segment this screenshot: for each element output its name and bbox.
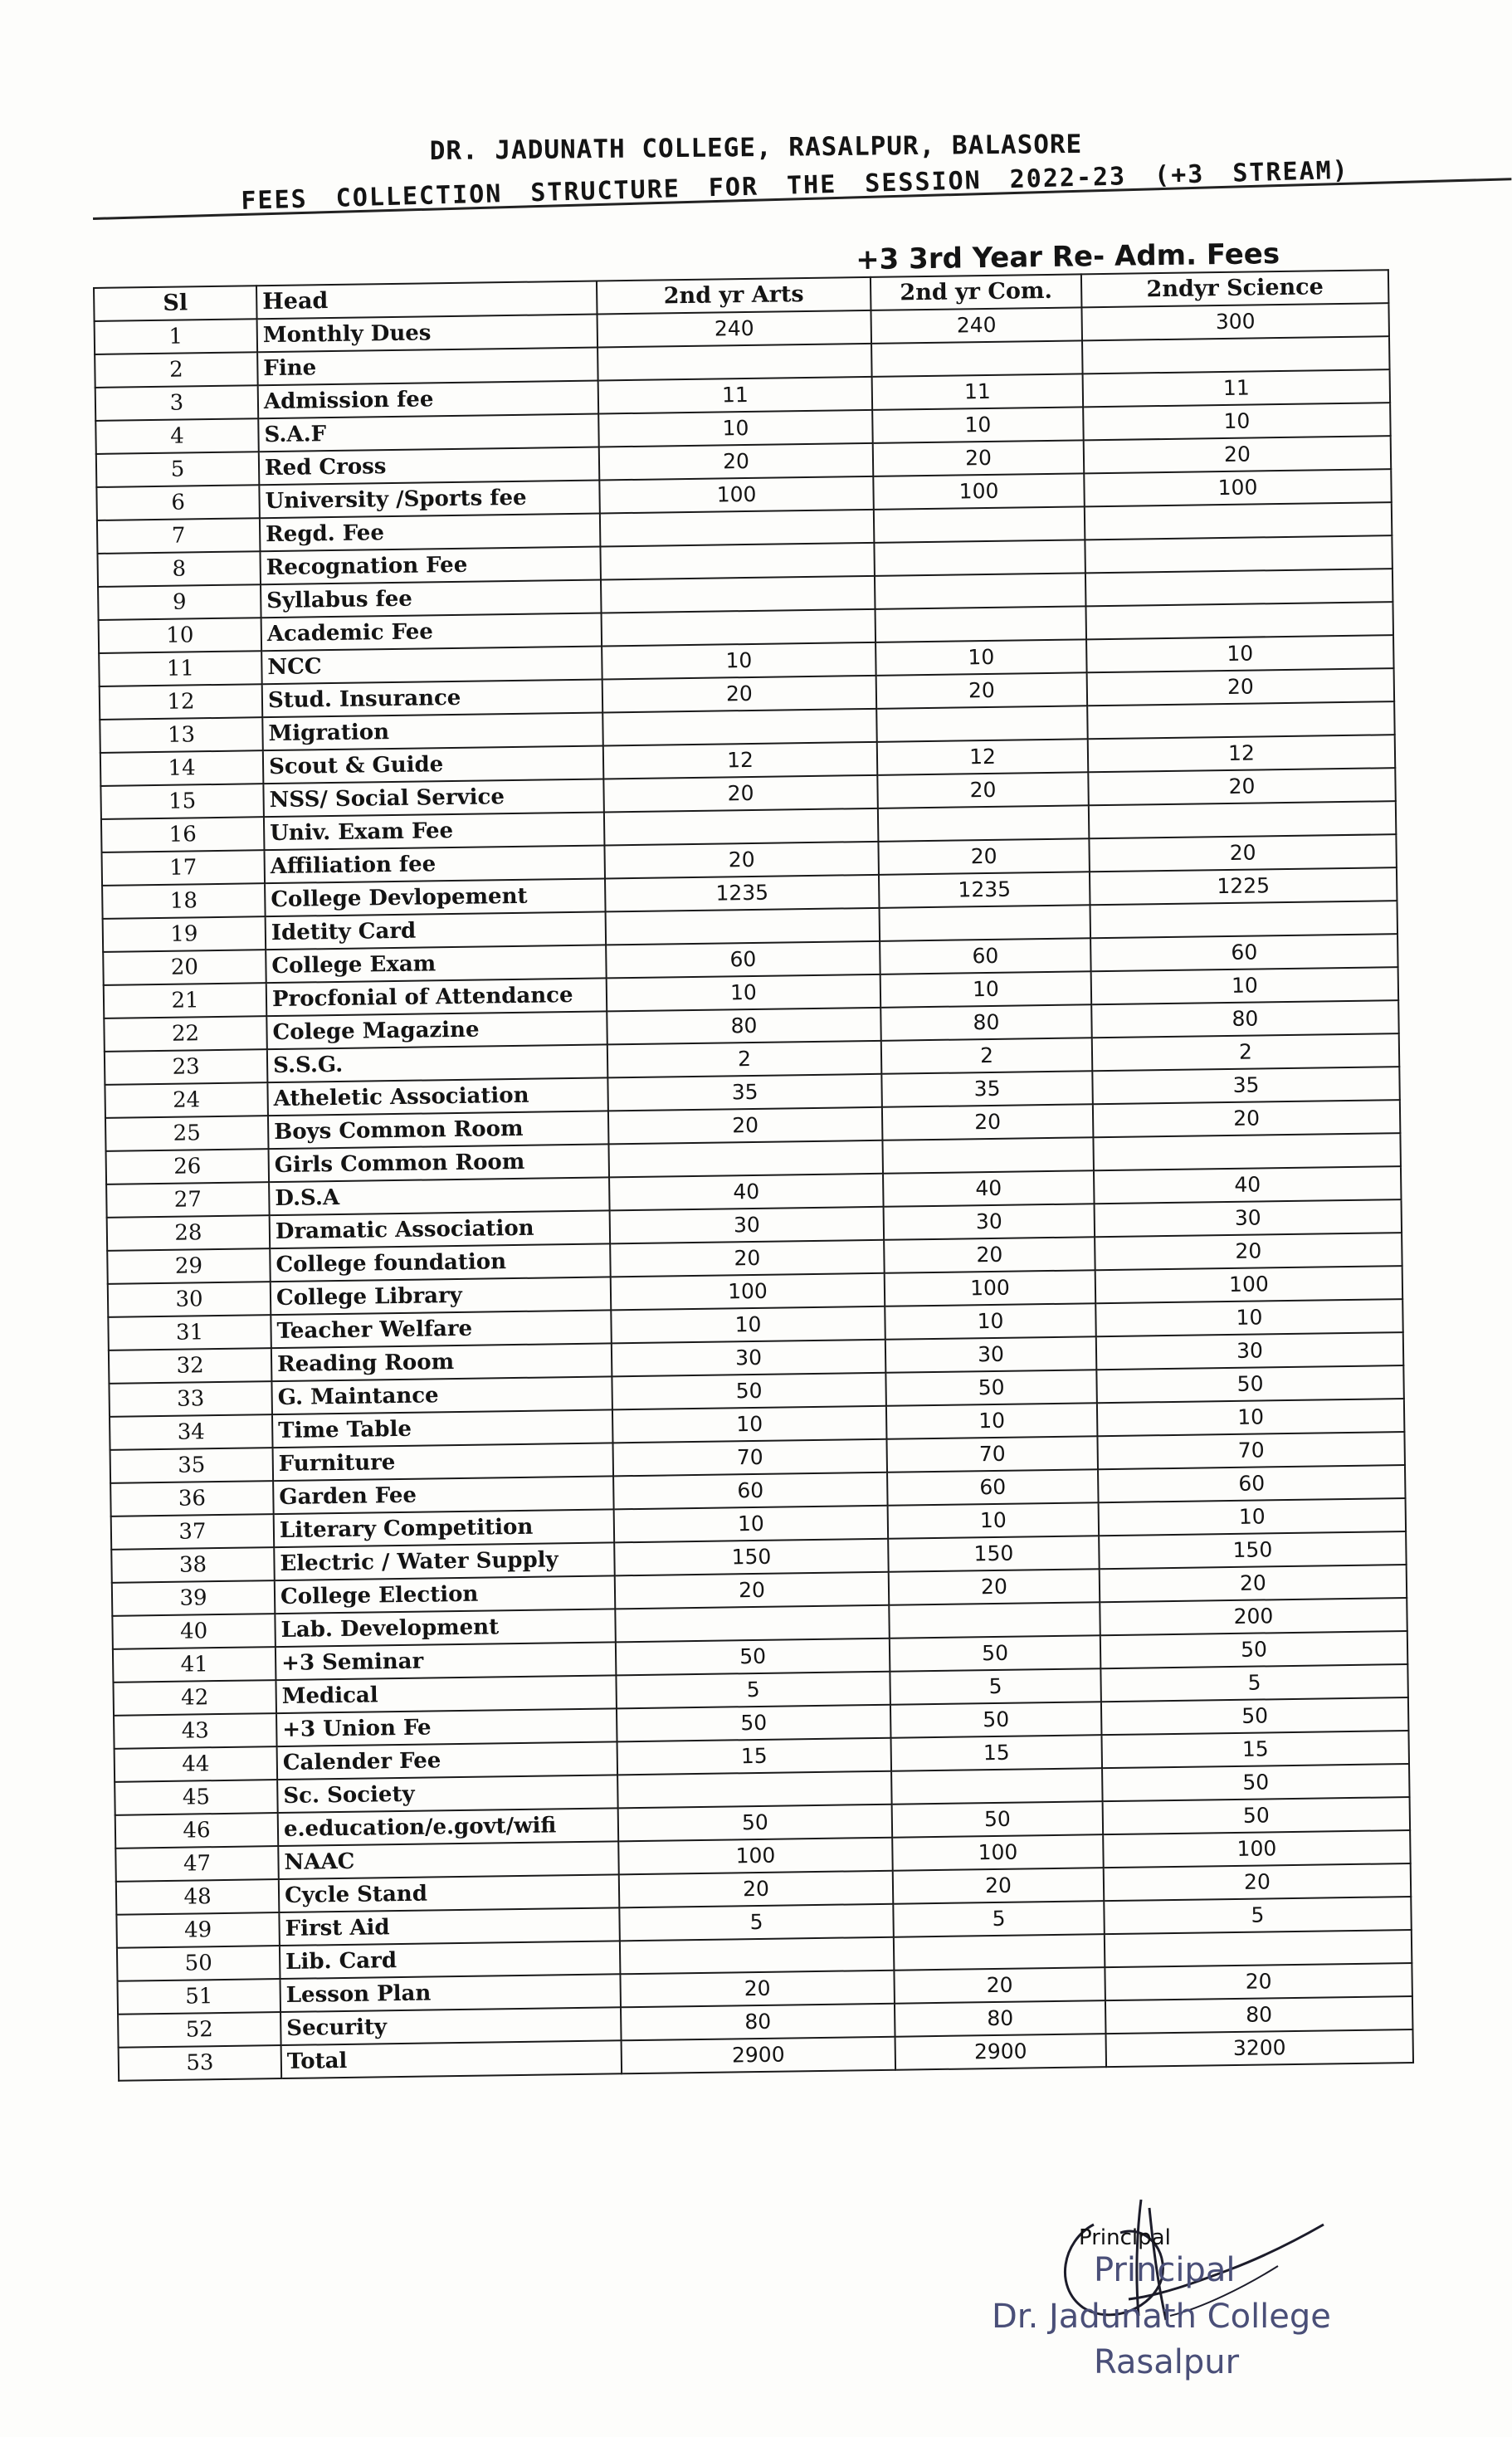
cell-head: G. Maintance [271,1376,612,1414]
cell-arts: 60 [606,941,880,979]
column-header-sl: Sl [94,286,257,321]
cell-commerce: 20 [882,1104,1094,1140]
cell-sl: 9 [98,584,261,620]
cell-head: College Devlopement [265,878,606,916]
cell-sl: 21 [104,983,267,1018]
cell-arts: 5 [616,1672,890,1709]
cell-science: 40 [1094,1166,1402,1204]
cell-science [1093,1133,1401,1170]
cell-commerce: 2 [881,1038,1093,1074]
cell-sl: 53 [119,2045,282,2081]
cell-science: 20 [1089,834,1397,872]
cell-science: 10 [1097,1399,1405,1436]
cell-arts: 40 [609,1174,884,1211]
cell-science: 10 [1083,403,1391,440]
cell-sl: 1 [95,319,258,354]
cell-commerce: 100 [892,1834,1104,1871]
cell-commerce [874,540,1085,576]
cell-sl: 6 [96,485,260,520]
cell-sl: 49 [116,1912,280,1948]
cell-sl: 50 [117,1946,280,1981]
cell-head: NCC [261,646,602,684]
cell-science [1089,801,1397,838]
cell-sl: 38 [111,1547,275,1583]
cell-head: Regd. Fee [260,513,601,551]
cell-arts: 240 [597,310,872,348]
cell-sl: 25 [105,1116,269,1151]
cell-head: Cycle Stand [279,1874,620,1912]
cell-commerce: 15 [890,1735,1102,1771]
cell-sl: 47 [115,1846,279,1882]
cell-head: First Aid [279,1907,620,1946]
cell-sl: 30 [108,1282,271,1317]
cell-commerce [894,1934,1105,1971]
cell-sl: 45 [115,1780,278,1815]
cell-commerce: 150 [888,1536,1100,1572]
cell-arts: 10 [614,1506,889,1543]
cell-head: Dramatic Association [270,1210,611,1248]
cell-sl: 44 [115,1746,278,1782]
table-body [95,303,1413,2081]
table-section-title: +3 3rd Year Re- Adm. Fees [855,237,1280,277]
cell-commerce [875,606,1087,642]
cell-arts: 10 [598,410,873,447]
cell-sl: 33 [109,1381,272,1417]
cell-commerce: 20 [878,838,1090,875]
cell-commerce: 10 [888,1502,1100,1539]
column-header-head: Head [256,281,597,320]
cell-head: Time Table [272,1409,613,1448]
cell-head: Lab. Development [275,1609,616,1647]
cell-science: 20 [1100,1565,1407,1602]
cell-arts: 10 [607,974,881,1012]
cell-science [1105,1930,1412,1967]
cell-arts: 20 [602,676,877,713]
cell-sl: 40 [112,1614,276,1649]
cell-commerce: 10 [875,639,1087,676]
cell-science [1085,602,1393,639]
cell-head: Fine [257,348,598,386]
cell-science: 200 [1100,1598,1407,1635]
cell-commerce [889,1602,1100,1639]
cell-arts: 30 [610,1207,885,1244]
cell-science: 11 [1083,369,1391,407]
cell-head: Academic Fee [261,613,602,651]
cell-science: 10 [1086,635,1394,672]
column-header-science: 2ndyr Science [1081,270,1389,307]
cell-arts: 10 [612,1406,887,1443]
cell-sl: 4 [95,418,259,454]
cell-head: Procfonial of Attendance [266,978,607,1016]
cell-sl: 8 [97,551,261,587]
cell-sl: 41 [113,1647,276,1682]
cell-science: 10 [1095,1299,1403,1336]
cell-head: Univ. Exam Fee [264,812,605,850]
cell-science [1085,535,1393,573]
cell-sl: 23 [105,1049,268,1085]
cell-arts [600,543,875,580]
cell-head: Affiliation fee [264,845,605,883]
cell-sl: 27 [106,1182,270,1218]
cell-head: Furniture [273,1443,614,1481]
cell-science: 100 [1095,1266,1403,1303]
cell-science: 60 [1098,1465,1406,1502]
cell-head: Electric / Water Supply [274,1542,615,1580]
cell-science: 10 [1099,1498,1407,1536]
cell-commerce: 1235 [879,872,1090,908]
cell-science: 2 [1092,1033,1400,1071]
cell-sl: 43 [114,1713,277,1749]
cell-science: 70 [1097,1432,1405,1469]
cell-arts [608,1140,883,1178]
cell-arts [615,1605,890,1643]
cell-sl: 22 [104,1016,267,1052]
cell-commerce: 50 [890,1635,1101,1672]
cell-science: 20 [1095,1233,1402,1270]
cell-head: Admission fee [258,381,599,419]
cell-head: Idetity Card [266,911,607,950]
cell-commerce: 20 [884,1237,1095,1273]
cell-commerce: 30 [885,1336,1097,1373]
column-header-arts: 2nd yr Arts [597,277,871,315]
cell-head: College Library [271,1277,612,1315]
cell-science [1087,701,1395,739]
cell-sl: 39 [112,1580,276,1616]
cell-head: e.education/e.govt/wifi [278,1808,619,1846]
cell-science [1082,336,1390,374]
cell-arts: 20 [603,775,878,813]
cell-science: 80 [1091,1000,1399,1038]
cell-commerce: 20 [894,1967,1105,2004]
cell-head: NSS/ Social Service [263,779,604,817]
document-title: FEES COLLECTION STRUCTURE FOR THE SESSION 2022-23 (+3 STREAM) [241,155,1350,216]
cell-head: Red Cross [259,447,600,486]
cell-sl: 3 [95,385,259,421]
fees-table-section [93,237,1412,2082]
cell-head: S.A.F [258,414,599,452]
cell-head: College Exam [266,945,607,983]
cell-sl: 7 [97,518,261,554]
cell-science: 5 [1104,1897,1412,1934]
cell-commerce: 5 [893,1901,1105,1937]
cell-commerce: 2900 [895,2034,1107,2070]
cell-sl: 2 [95,352,258,388]
cell-arts: 15 [617,1738,892,1775]
cell-head: Colege Magazine [266,1011,607,1049]
cell-science: 10 [1091,967,1399,1004]
cell-head: Syllabus fee [261,579,602,618]
cell-head: University /Sports fee [259,481,600,519]
cell-arts: 50 [616,1639,890,1676]
cell-head: Boys Common Room [268,1111,609,1149]
cell-arts [602,609,876,647]
signature-label: Principal [1079,2225,1171,2250]
cell-arts: 150 [614,1539,889,1576]
cell-sl: 46 [115,1813,279,1849]
cell-arts: 12 [603,742,878,779]
cell-arts: 2900 [622,2037,896,2074]
cell-sl: 51 [117,1979,280,2015]
cell-commerce: 60 [887,1469,1099,1506]
cell-arts: 50 [612,1373,886,1410]
cell-arts: 50 [618,1805,893,1842]
cell-arts: 1235 [605,875,880,912]
cell-commerce: 20 [893,1868,1105,1904]
cell-commerce: 30 [884,1204,1095,1240]
cell-head: Literary Competition [274,1509,615,1547]
cell-head: Stud. Insurance [262,679,603,717]
cell-head: S.S.G. [267,1044,608,1082]
cell-science: 20 [1084,436,1392,473]
cell-head: College foundation [270,1243,611,1282]
cell-science [1085,569,1393,606]
cell-arts: 100 [618,1838,893,1875]
cell-commerce: 20 [889,1569,1100,1605]
cell-head: Scout & Guide [263,745,604,784]
cell-science: 30 [1095,1199,1402,1237]
cell-arts [602,709,877,746]
cell-science: 80 [1105,1996,1413,2034]
cell-arts: 100 [599,476,874,514]
cell-commerce: 10 [886,1403,1098,1439]
cell-arts: 80 [607,1008,881,1045]
cell-arts: 20 [599,443,874,481]
cell-commerce: 100 [885,1270,1096,1306]
cell-science: 1225 [1090,867,1397,905]
cell-commerce: 20 [876,672,1088,709]
cell-arts [601,576,875,613]
cell-commerce: 10 [880,971,1092,1008]
cell-commerce: 80 [895,2000,1106,2037]
cell-science: 20 [1088,768,1396,805]
cell-sl: 26 [106,1149,270,1184]
cell-arts [620,1937,895,1975]
cell-science: 50 [1096,1365,1404,1403]
cell-commerce: 50 [892,1801,1104,1838]
cell-sl: 18 [102,883,266,919]
cell-science: 50 [1102,1764,1410,1801]
cell-commerce: 100 [873,473,1085,510]
cell-head: Lesson Plan [280,1974,621,2012]
cell-arts: 20 [610,1240,885,1277]
cell-arts [597,344,872,381]
cell-commerce: 60 [880,938,1091,974]
cell-arts: 20 [604,842,879,879]
cell-sl: 5 [96,452,260,487]
cell-sl: 17 [102,850,266,886]
cell-sl: 52 [118,2012,281,2048]
college-name: DR. JADUNATH COLLEGE, RASALPUR, BALASORE [429,129,1083,167]
cell-arts: 2 [607,1041,882,1078]
cell-head: Garden Fee [273,1476,614,1514]
cell-arts: 35 [607,1074,882,1111]
cell-head: Reading Room [271,1343,612,1381]
cell-sl: 42 [113,1680,276,1716]
cell-arts: 5 [619,1904,894,1941]
cell-head: Girls Common Room [269,1144,610,1182]
cell-science: 50 [1101,1697,1409,1735]
cell-commerce: 80 [880,1004,1092,1041]
cell-science: 300 [1081,303,1389,340]
cell-science: 20 [1105,1963,1412,2000]
cell-commerce: 50 [885,1370,1097,1406]
cell-commerce: 35 [881,1071,1093,1107]
cell-sl: 14 [100,750,264,786]
cell-sl: 37 [111,1514,275,1550]
cell-arts [617,1771,892,1809]
cell-commerce [878,805,1090,842]
cell-head: +3 Union Fe [276,1708,617,1746]
cell-arts: 100 [611,1273,885,1311]
cell-sl: 13 [100,717,263,753]
cell-arts: 60 [613,1472,888,1510]
cell-sl: 24 [105,1082,268,1118]
cell-commerce: 40 [883,1170,1095,1207]
cell-sl: 35 [110,1448,274,1483]
cell-arts: 20 [619,1871,894,1908]
cell-commerce: 10 [885,1303,1096,1340]
cell-head: Calender Fee [277,1741,618,1780]
stamp-place: Rasalpur [1094,2343,1240,2381]
cell-science: 5 [1100,1664,1408,1702]
cell-sl: 31 [108,1315,271,1350]
cell-arts [604,808,879,846]
column-header-commerce: 2nd yr Com. [871,274,1082,310]
cell-commerce: 50 [890,1702,1102,1738]
cell-science: 20 [1104,1863,1412,1901]
cell-science: 100 [1103,1830,1411,1868]
cell-sl: 29 [107,1248,271,1284]
cell-science: 50 [1100,1631,1408,1668]
fees-table [93,269,1414,2082]
cell-commerce: 12 [877,739,1089,775]
cell-arts: 10 [611,1306,885,1344]
cell-science: 100 [1084,469,1392,506]
cell-science [1090,901,1398,938]
cell-head: Teacher Welfare [271,1310,612,1348]
cell-commerce: 20 [873,440,1085,476]
cell-sl: 48 [116,1879,280,1915]
cell-commerce: 20 [877,772,1089,808]
cell-commerce [875,573,1086,609]
cell-arts: 80 [621,2004,895,2041]
cell-commerce: 10 [872,407,1084,443]
cell-head: Security [280,2007,622,2045]
cell-sl: 36 [110,1481,274,1516]
cell-sl: 10 [99,618,262,653]
cell-head: Migration [262,712,603,750]
cell-commerce: 240 [871,307,1082,344]
cell-arts: 50 [617,1705,891,1742]
cell-commerce: 11 [872,374,1084,410]
cell-science: 12 [1088,735,1396,772]
cell-arts: 20 [620,1971,895,2008]
cell-head: Recognation Fee [260,546,601,584]
cell-arts: 70 [613,1439,888,1477]
stamp-college-name: Dr. Jadunath College [992,2298,1331,2336]
cell-head: +3 Seminar [276,1642,617,1680]
cell-head: College Election [275,1575,616,1614]
cell-science: 20 [1093,1100,1401,1137]
cell-commerce: 5 [890,1668,1101,1705]
cell-arts [600,510,875,547]
cell-head: Total [281,2040,622,2078]
cell-head: NAAC [278,1841,619,1879]
cell-arts [606,908,880,945]
cell-science: 3200 [1105,2029,1413,2067]
cell-commerce [880,905,1091,941]
cell-science: 60 [1090,934,1398,971]
cell-commerce [876,706,1088,742]
cell-commerce [882,1137,1094,1174]
cell-sl: 12 [100,684,263,720]
cell-head: Atheletic Association [267,1077,608,1116]
cell-sl: 20 [103,950,266,985]
cell-science: 15 [1101,1731,1409,1768]
cell-sl: 34 [110,1414,273,1450]
cell-sl: 28 [107,1215,271,1251]
cell-head: Medical [276,1675,617,1713]
cell-sl: 11 [99,651,262,686]
cell-science [1085,502,1393,540]
cell-science: 150 [1099,1531,1407,1569]
cell-commerce: 70 [886,1436,1098,1472]
cell-head: Sc. Society [277,1775,618,1813]
cell-commerce [871,340,1083,377]
cell-science: 30 [1096,1332,1404,1370]
cell-sl: 32 [109,1348,272,1384]
stamp-title: Principal [1094,2251,1236,2289]
cell-sl: 15 [100,784,264,819]
cell-science: 50 [1103,1797,1411,1834]
cell-science: 35 [1092,1067,1400,1104]
cell-sl: 19 [103,916,266,952]
cell-head: Monthly Dues [257,315,598,353]
cell-arts: 10 [602,642,876,680]
cell-arts: 20 [615,1572,890,1609]
cell-commerce [874,506,1085,543]
cell-arts: 11 [598,377,873,414]
cell-sl: 16 [101,817,265,852]
cell-arts: 30 [612,1340,886,1377]
cell-science: 20 [1087,668,1395,706]
cell-head: Lib. Card [280,1941,621,1979]
cell-head: D.S.A [269,1177,610,1215]
cell-arts: 20 [608,1107,883,1145]
cell-commerce [891,1768,1103,1805]
